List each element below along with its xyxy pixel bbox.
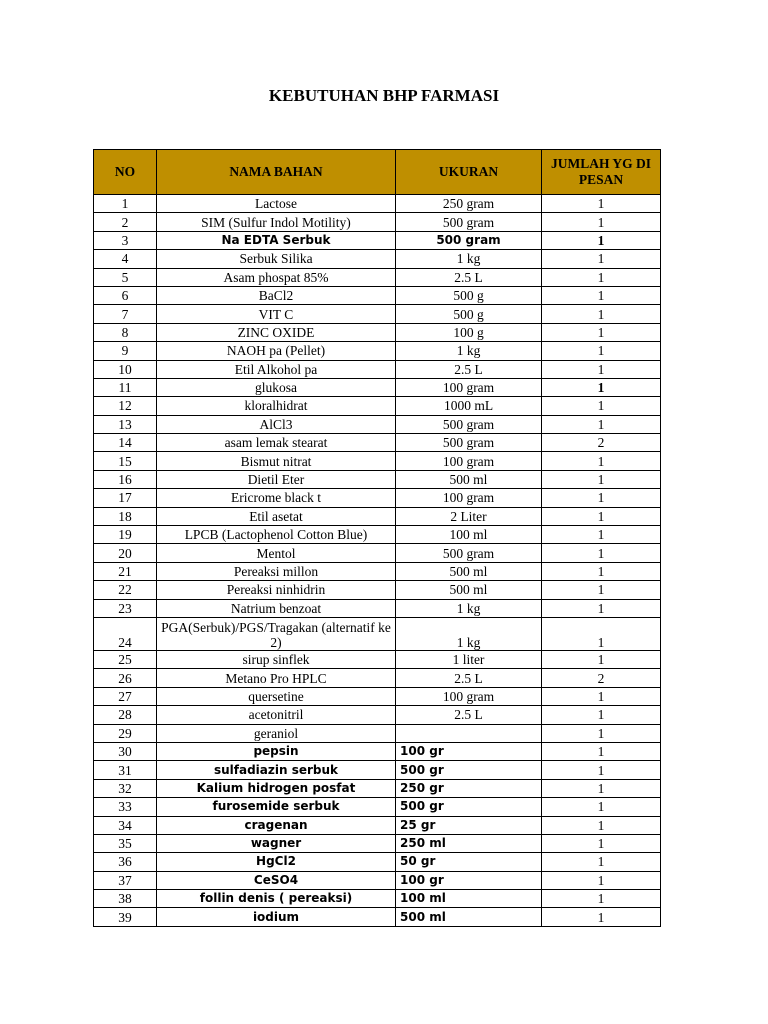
row-nama-bahan: Na EDTA Serbuk (157, 231, 396, 249)
row-ukuran: 100 gr (396, 871, 542, 889)
row-ukuran: 2.5 L (396, 706, 542, 724)
table-row (94, 434, 661, 452)
table-row (94, 489, 661, 507)
row-ukuran: 2.5 L (396, 360, 542, 378)
table-body (94, 195, 661, 927)
row-jumlah: 1 (542, 526, 661, 544)
row-ukuran: 100 g (396, 323, 542, 341)
row-jumlah: 1 (542, 250, 661, 268)
row-ukuran: 1 kg (396, 342, 542, 360)
table-row (94, 231, 661, 249)
row-ukuran: 100 gram (396, 489, 542, 507)
row-nama-bahan: BaCl2 (157, 286, 396, 304)
row-ukuran: 2.5 L (396, 268, 542, 286)
row-ukuran: 500 ml (396, 581, 542, 599)
row-nama-bahan: wagner (157, 834, 396, 852)
row-nama-bahan: LPCB (Lactophenol Cotton Blue) (157, 526, 396, 544)
table-row (94, 250, 661, 268)
row-nama-bahan: Lactose (157, 195, 396, 213)
row-ukuran: 2.5 L (396, 669, 542, 687)
row-no: 37 (94, 871, 157, 889)
row-ukuran: 500 g (396, 305, 542, 323)
row-ukuran: 100 gram (396, 452, 542, 470)
row-nama-bahan: sirup sinflek (157, 650, 396, 668)
row-jumlah: 1 (542, 195, 661, 213)
row-ukuran: 1 kg (396, 617, 542, 650)
row-nama-bahan: HgCl2 (157, 853, 396, 871)
header-nama-bahan: NAMA BAHAN (157, 150, 396, 195)
row-no: 34 (94, 816, 157, 834)
row-ukuran: 500 gram (396, 415, 542, 433)
row-ukuran: 100 gram (396, 378, 542, 396)
row-ukuran: 1 kg (396, 599, 542, 617)
row-ukuran: 100 gr (396, 742, 542, 760)
row-ukuran: 500 gram (396, 434, 542, 452)
row-ukuran: 500 gram (396, 231, 542, 249)
table-row (94, 650, 661, 668)
row-ukuran: 500 gram (396, 544, 542, 562)
table-row (94, 779, 661, 797)
row-ukuran: 500 gr (396, 798, 542, 816)
row-jumlah: 1 (542, 706, 661, 724)
row-jumlah: 1 (542, 890, 661, 908)
row-nama-bahan: furosemide serbuk (157, 798, 396, 816)
row-jumlah: 1 (542, 761, 661, 779)
row-no: 11 (94, 378, 157, 396)
row-jumlah: 1 (542, 489, 661, 507)
row-nama-bahan: Natrium benzoat (157, 599, 396, 617)
row-no: 19 (94, 526, 157, 544)
row-jumlah: 1 (542, 286, 661, 304)
table-row (94, 562, 661, 580)
row-ukuran: 500 gr (396, 761, 542, 779)
row-no: 30 (94, 742, 157, 760)
row-nama-bahan: Ericrome black t (157, 489, 396, 507)
row-jumlah: 1 (542, 323, 661, 341)
table-row (94, 342, 661, 360)
row-no: 31 (94, 761, 157, 779)
row-no: 32 (94, 779, 157, 797)
row-ukuran: 500 ml (396, 562, 542, 580)
row-nama-bahan: CeSO4 (157, 871, 396, 889)
document-title: KEBUTUHAN BHP FARMASI (268, 86, 500, 105)
table-row (94, 378, 661, 396)
row-nama-bahan: follin denis ( pereaksi) (157, 890, 396, 908)
row-no: 27 (94, 687, 157, 705)
table-row (94, 286, 661, 304)
row-ukuran: 1 kg (396, 250, 542, 268)
row-nama-bahan: Metano Pro HPLC (157, 669, 396, 687)
row-jumlah: 1 (542, 544, 661, 562)
row-no: 35 (94, 834, 157, 852)
table-row (94, 323, 661, 341)
row-ukuran: 500 g (396, 286, 542, 304)
row-no: 1 (94, 195, 157, 213)
row-nama-bahan: glukosa (157, 378, 396, 396)
row-ukuran: 250 gr (396, 779, 542, 797)
row-nama-bahan: cragenan (157, 816, 396, 834)
row-jumlah: 1 (542, 581, 661, 599)
row-jumlah: 1 (542, 871, 661, 889)
row-no: 8 (94, 323, 157, 341)
table-row (94, 798, 661, 816)
table-row (94, 742, 661, 760)
row-nama-bahan: Kalium hidrogen posfat (157, 779, 396, 797)
row-ukuran: 1000 mL (396, 397, 542, 415)
row-jumlah: 2 (542, 669, 661, 687)
row-nama-bahan: SIM (Sulfur Indol Motility) (157, 213, 396, 231)
row-nama-bahan: Etil asetat (157, 507, 396, 525)
row-jumlah: 1 (542, 834, 661, 852)
table-row (94, 415, 661, 433)
row-ukuran: 500 ml (396, 470, 542, 488)
row-nama-bahan: Pereaksi ninhidrin (157, 581, 396, 599)
row-ukuran: 250 gram (396, 195, 542, 213)
table-row (94, 687, 661, 705)
row-no: 24 (94, 617, 157, 650)
table-row (94, 706, 661, 724)
row-jumlah: 1 (542, 798, 661, 816)
table-row (94, 617, 661, 650)
row-jumlah: 1 (542, 742, 661, 760)
row-nama-bahan: VIT C (157, 305, 396, 323)
row-jumlah: 1 (542, 378, 661, 396)
table-row (94, 305, 661, 323)
table-row (94, 853, 661, 871)
row-ukuran: 500 ml (396, 908, 542, 926)
row-ukuran: 25 gr (396, 816, 542, 834)
row-jumlah: 1 (542, 305, 661, 323)
table-row (94, 890, 661, 908)
row-jumlah: 1 (542, 908, 661, 926)
row-ukuran: 2 Liter (396, 507, 542, 525)
row-no: 9 (94, 342, 157, 360)
row-nama-bahan: acetonitril (157, 706, 396, 724)
row-nama-bahan: geraniol (157, 724, 396, 742)
row-nama-bahan: kloralhidrat (157, 397, 396, 415)
table-row (94, 360, 661, 378)
table-row (94, 470, 661, 488)
table-row (94, 761, 661, 779)
table-row (94, 452, 661, 470)
header-no: NO (94, 150, 157, 195)
table-row (94, 724, 661, 742)
row-jumlah: 1 (542, 650, 661, 668)
row-jumlah: 1 (542, 470, 661, 488)
row-no: 33 (94, 798, 157, 816)
row-nama-bahan: quersetine (157, 687, 396, 705)
row-jumlah: 1 (542, 816, 661, 834)
table-row (94, 834, 661, 852)
row-jumlah: 1 (542, 231, 661, 249)
row-jumlah: 1 (542, 562, 661, 580)
row-no: 15 (94, 452, 157, 470)
header-jumlah: JUMLAH YG DI PESAN (542, 150, 661, 195)
row-jumlah: 1 (542, 452, 661, 470)
row-no: 20 (94, 544, 157, 562)
row-nama-bahan: sulfadiazin serbuk (157, 761, 396, 779)
row-ukuran: 500 gram (396, 213, 542, 231)
row-no: 4 (94, 250, 157, 268)
row-ukuran (396, 724, 542, 742)
row-jumlah: 1 (542, 213, 661, 231)
row-no: 28 (94, 706, 157, 724)
row-nama-bahan: asam lemak stearat (157, 434, 396, 452)
table-row (94, 599, 661, 617)
row-no: 36 (94, 853, 157, 871)
row-ukuran: 1 liter (396, 650, 542, 668)
table-row (94, 507, 661, 525)
header-ukuran: UKURAN (396, 150, 542, 195)
row-jumlah: 1 (542, 268, 661, 286)
table-row (94, 816, 661, 834)
row-jumlah: 2 (542, 434, 661, 452)
row-jumlah: 1 (542, 779, 661, 797)
row-jumlah: 1 (542, 853, 661, 871)
row-ukuran: 100 ml (396, 890, 542, 908)
row-jumlah: 1 (542, 687, 661, 705)
row-jumlah: 1 (542, 360, 661, 378)
row-no: 39 (94, 908, 157, 926)
row-nama-bahan: pepsin (157, 742, 396, 760)
row-ukuran: 100 gram (396, 687, 542, 705)
row-ukuran: 250 ml (396, 834, 542, 852)
row-no: 21 (94, 562, 157, 580)
row-no: 25 (94, 650, 157, 668)
table-row (94, 397, 661, 415)
table-row (94, 544, 661, 562)
row-no: 16 (94, 470, 157, 488)
row-nama-bahan: Mentol (157, 544, 396, 562)
row-nama-bahan: Pereaksi millon (157, 562, 396, 580)
table-row (94, 908, 661, 926)
table-row (94, 526, 661, 544)
row-ukuran: 100 ml (396, 526, 542, 544)
row-nama-bahan: PGA(Serbuk)/PGS/Tragakan (alternatif ke 2) (157, 617, 396, 650)
table-row (94, 213, 661, 231)
row-no: 12 (94, 397, 157, 415)
row-no: 17 (94, 489, 157, 507)
row-jumlah: 1 (542, 415, 661, 433)
row-no: 38 (94, 890, 157, 908)
row-nama-bahan: iodium (157, 908, 396, 926)
row-nama-bahan: Dietil Eter (157, 470, 396, 488)
row-nama-bahan: AlCl3 (157, 415, 396, 433)
row-no: 7 (94, 305, 157, 323)
table-row (94, 268, 661, 286)
row-jumlah: 1 (542, 599, 661, 617)
row-no: 14 (94, 434, 157, 452)
table-header-row (94, 150, 661, 195)
table-row (94, 871, 661, 889)
table-row (94, 581, 661, 599)
table-row (94, 195, 661, 213)
row-no: 29 (94, 724, 157, 742)
row-jumlah: 1 (542, 397, 661, 415)
row-no: 6 (94, 286, 157, 304)
row-no: 13 (94, 415, 157, 433)
row-no: 3 (94, 231, 157, 249)
row-nama-bahan: Asam phospat 85% (157, 268, 396, 286)
row-jumlah: 1 (542, 724, 661, 742)
row-no: 23 (94, 599, 157, 617)
row-jumlah: 1 (542, 507, 661, 525)
row-no: 2 (94, 213, 157, 231)
row-no: 18 (94, 507, 157, 525)
row-nama-bahan: NAOH pa (Pellet) (157, 342, 396, 360)
bhp-table (93, 149, 661, 927)
row-jumlah: 1 (542, 617, 661, 650)
table-row (94, 669, 661, 687)
row-jumlah: 1 (542, 342, 661, 360)
row-nama-bahan: Bismut nitrat (157, 452, 396, 470)
row-ukuran: 50 gr (396, 853, 542, 871)
row-nama-bahan: Serbuk Silika (157, 250, 396, 268)
row-no: 22 (94, 581, 157, 599)
row-nama-bahan: Etil Alkohol pa (157, 360, 396, 378)
row-no: 5 (94, 268, 157, 286)
row-nama-bahan: ZINC OXIDE (157, 323, 396, 341)
row-no: 26 (94, 669, 157, 687)
row-no: 10 (94, 360, 157, 378)
